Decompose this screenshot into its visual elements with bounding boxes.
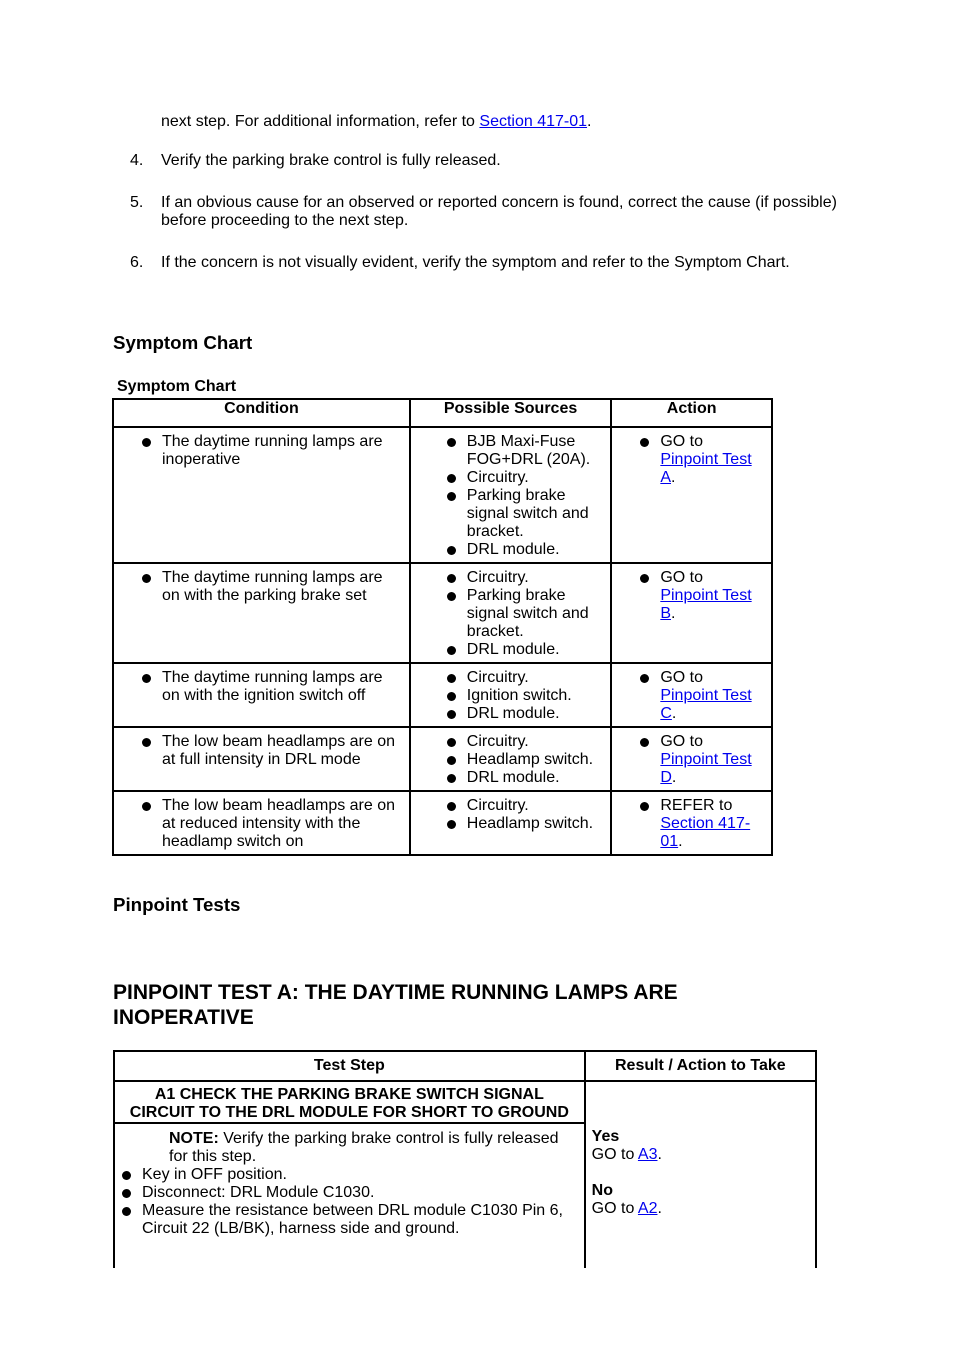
pinpoint-test-a-link[interactable]: Pinpoint Test A bbox=[660, 451, 752, 486]
header-result-action: Result / Action to Take bbox=[585, 1051, 816, 1081]
intro-line bbox=[161, 113, 591, 131]
test-step-bullet: Key in OFF position. bbox=[115, 1166, 576, 1184]
source-item: Circuitry. bbox=[440, 797, 605, 815]
sources-cell bbox=[410, 563, 612, 663]
a3-link[interactable]: A3 bbox=[637, 1146, 658, 1163]
condition-text: The low beam headlamps are on at reduced intensity with the headlamp switch on bbox=[135, 797, 403, 851]
action-prefix: GO to bbox=[660, 733, 704, 750]
condition-text: The daytime running lamps are on with the ignition switch off bbox=[135, 669, 403, 705]
condition-cell bbox=[113, 563, 410, 663]
symptom-row bbox=[113, 663, 772, 727]
source-item: Circuitry. bbox=[440, 469, 605, 487]
step-text: If the concern is not visually evident, verify the symptom and refer to the Symptom Chart. bbox=[161, 254, 790, 271]
action-prefix: GO to bbox=[660, 669, 704, 686]
test-step-bullets bbox=[115, 1166, 576, 1238]
symptom-chart-heading: Symptom Chart bbox=[113, 332, 253, 353]
symptom-row bbox=[113, 791, 772, 855]
source-item: Parking brake signal switch and bracket. bbox=[440, 587, 605, 641]
step-text: Verify the parking brake control is fully released. bbox=[161, 152, 501, 169]
condition-text: The daytime running lamps are inoperative bbox=[135, 433, 403, 469]
result-cell bbox=[585, 1081, 816, 1268]
test-step-title: A1 CHECK THE PARKING BRAKE SWITCH SIGNAL CIRCUIT TO THE DRL MODULE FOR SHORT TO GROUND bbox=[114, 1081, 585, 1123]
source-item: DRL module. bbox=[440, 641, 605, 659]
action-suffix: . bbox=[671, 605, 676, 622]
condition-text: The low beam headlamps are on at full intensity in DRL mode bbox=[135, 733, 403, 769]
source-item: DRL module. bbox=[440, 705, 605, 723]
source-item: Circuitry. bbox=[440, 733, 605, 751]
result-prefix: GO to bbox=[591, 1200, 635, 1217]
intro-tail: . bbox=[587, 113, 592, 130]
symptom-row bbox=[113, 563, 772, 663]
action-prefix: REFER to bbox=[660, 797, 733, 814]
note bbox=[169, 1130, 576, 1166]
result-prefix: GO to bbox=[591, 1146, 635, 1163]
intro-text: next step. For additional information, refer to bbox=[161, 113, 475, 130]
symptom-table bbox=[112, 398, 773, 856]
condition-cell bbox=[113, 427, 410, 563]
pinpoint-table-header bbox=[114, 1051, 816, 1081]
step-5 bbox=[130, 194, 850, 230]
action-cell bbox=[611, 663, 772, 727]
action-suffix: . bbox=[671, 705, 677, 722]
test-step-row bbox=[114, 1081, 816, 1123]
pinpoint-test-b-link[interactable]: Pinpoint Test B bbox=[660, 587, 752, 622]
header-condition: Condition bbox=[113, 399, 410, 427]
sources-cell bbox=[410, 663, 612, 727]
a2-link[interactable]: A2 bbox=[637, 1200, 658, 1217]
note-label: NOTE: bbox=[169, 1130, 219, 1147]
section-417-01-link[interactable]: Section 417-01 bbox=[479, 113, 588, 130]
action-suffix: . bbox=[671, 469, 676, 486]
symptom-row bbox=[113, 727, 772, 791]
pinpoint-test-table bbox=[113, 1050, 817, 1268]
header-possible-sources: Possible Sources bbox=[410, 399, 612, 427]
action-prefix: GO to bbox=[660, 569, 704, 586]
result-suffix: . bbox=[657, 1200, 662, 1217]
step-number: 4. bbox=[130, 152, 144, 169]
action-cell bbox=[611, 427, 772, 563]
source-item: DRL module. bbox=[440, 541, 605, 559]
result-suffix: . bbox=[657, 1146, 662, 1163]
step-number: 5. bbox=[130, 194, 144, 211]
source-item: Ignition switch. bbox=[440, 687, 605, 705]
test-step-body bbox=[114, 1123, 585, 1268]
symptom-table-header bbox=[113, 399, 772, 427]
pinpoint-test-d-link[interactable]: Pinpoint Test D bbox=[660, 751, 752, 786]
action-item bbox=[633, 669, 765, 723]
spacer bbox=[592, 1164, 809, 1182]
condition-cell bbox=[113, 791, 410, 855]
action-item bbox=[633, 733, 765, 787]
action-cell bbox=[611, 791, 772, 855]
header-test-step: Test Step bbox=[114, 1051, 585, 1081]
step-number: 6. bbox=[130, 254, 144, 271]
condition-cell bbox=[113, 663, 410, 727]
pinpoint-test-c-link[interactable]: Pinpoint Test C bbox=[660, 687, 752, 722]
action-item bbox=[633, 433, 765, 487]
pinpoint-tests-heading: Pinpoint Tests bbox=[113, 894, 241, 915]
action-prefix: GO to bbox=[660, 433, 704, 450]
result-yes-action bbox=[592, 1146, 809, 1164]
action-suffix: . bbox=[678, 833, 683, 850]
source-item: DRL module. bbox=[440, 769, 605, 787]
pinpoint-test-a-title: PINPOINT TEST A: THE DAYTIME RUNNING LAMPS ARE INOPERATIVE bbox=[113, 981, 678, 1029]
note-text: Verify the parking brake control is fully released for this step. bbox=[169, 1130, 559, 1165]
action-item bbox=[633, 797, 765, 851]
result-yes-label: Yes bbox=[591, 1128, 620, 1145]
source-item: Headlamp switch. bbox=[440, 751, 605, 769]
action-cell bbox=[611, 727, 772, 791]
step-text: If an obvious cause for an observed or reported concern is found, correct the cause (if possible) before proceeding to the next step. bbox=[161, 194, 837, 229]
action-suffix: . bbox=[671, 769, 677, 786]
source-item: Circuitry. bbox=[440, 569, 605, 587]
action-cell bbox=[611, 563, 772, 663]
symptom-table-caption: Symptom Chart bbox=[117, 378, 237, 395]
sources-cell bbox=[410, 791, 612, 855]
condition-cell bbox=[113, 727, 410, 791]
step-4 bbox=[130, 152, 850, 170]
header-action: Action bbox=[611, 399, 772, 427]
sources-cell bbox=[410, 427, 612, 563]
test-step-bullet: Disconnect: DRL Module C1030. bbox=[115, 1184, 576, 1202]
section-417-01-link[interactable]: Section 417-01 bbox=[660, 815, 751, 850]
action-item bbox=[633, 569, 765, 623]
condition-text: The daytime running lamps are on with the parking brake set bbox=[135, 569, 403, 605]
symptom-row bbox=[113, 427, 772, 563]
sources-cell bbox=[410, 727, 612, 791]
result-no-label: No bbox=[591, 1182, 613, 1199]
source-item: Parking brake signal switch and bracket. bbox=[440, 487, 605, 541]
test-step-bullet: Measure the resistance between DRL module C1030 Pin 6, Circuit 22 (LB/BK), harness side and ground. bbox=[115, 1202, 576, 1238]
source-item: Headlamp switch. bbox=[440, 815, 605, 833]
source-item: Circuitry. bbox=[440, 669, 605, 687]
step-6 bbox=[130, 254, 850, 272]
source-item: BJB Maxi-Fuse FOG+DRL (20A). bbox=[440, 433, 605, 469]
result-no-action bbox=[592, 1200, 809, 1218]
